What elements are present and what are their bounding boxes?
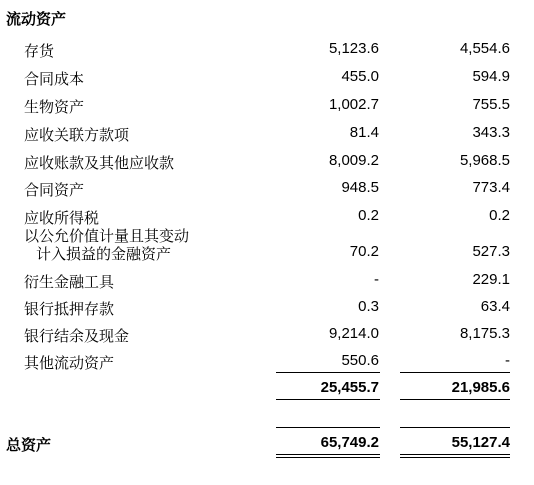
subtotal-bottom-rule xyxy=(276,399,380,400)
value-prior: 527.3 xyxy=(472,243,510,260)
value-current: 81.4 xyxy=(349,124,379,141)
row-label: 存货 xyxy=(24,43,55,60)
row-label: 合同成本 xyxy=(24,71,85,88)
table-row xyxy=(0,271,534,295)
value-current: 550.6 xyxy=(341,352,379,369)
total-double-rule xyxy=(400,454,510,455)
subtotal-prior: 21,985.6 xyxy=(451,379,510,396)
value-prior: 4,554.6 xyxy=(459,40,510,57)
row-label: 银行结余及现金 xyxy=(24,328,130,345)
row-label: 应收关联方款项 xyxy=(24,127,130,144)
row-label: 生物资产 xyxy=(24,99,85,116)
value-current: 5,123.6 xyxy=(328,40,379,57)
value-current: 455.0 xyxy=(341,68,379,85)
value-prior: 773.4 xyxy=(472,179,510,196)
value-prior: 8,175.3 xyxy=(459,325,510,342)
subtotal-top-rule xyxy=(400,372,510,373)
total-top-rule xyxy=(276,427,380,428)
row-label-line1: 以公允价值计量且其变动 xyxy=(24,228,190,245)
section-title: 流动资产 xyxy=(6,11,67,28)
table-row xyxy=(0,225,534,265)
value-current: 9,214.0 xyxy=(328,325,379,342)
total-prior: 55,127.4 xyxy=(451,434,510,451)
total-current: 65,749.2 xyxy=(320,434,379,451)
value-prior: 229.1 xyxy=(472,271,510,288)
row-label: 应收账款及其他应收款 xyxy=(24,155,175,172)
row-label: 银行抵押存款 xyxy=(24,301,115,318)
value-prior: 0.2 xyxy=(489,207,510,224)
value-current: 8,009.2 xyxy=(328,152,379,169)
total-double-rule xyxy=(276,457,380,458)
subtotal-bottom-rule xyxy=(400,399,510,400)
table-row xyxy=(0,96,534,120)
total-double-rule xyxy=(276,454,380,455)
value-prior: - xyxy=(505,352,510,369)
table-row xyxy=(0,179,534,203)
value-prior: 5,968.5 xyxy=(459,152,510,169)
table-row xyxy=(0,325,534,349)
total-double-rule xyxy=(400,457,510,458)
value-current: 1,002.7 xyxy=(328,96,379,113)
table-row xyxy=(0,298,534,322)
subtotal-current: 25,455.7 xyxy=(320,379,379,396)
total-top-rule xyxy=(400,427,510,428)
table-row xyxy=(0,68,534,92)
value-prior: 63.4 xyxy=(480,298,510,315)
row-label: 合同资产 xyxy=(24,182,85,199)
total-label: 总资产 xyxy=(6,437,52,454)
value-current: - xyxy=(374,271,379,288)
value-prior: 594.9 xyxy=(472,68,510,85)
row-label: 其他流动资产 xyxy=(24,355,115,372)
value-current: 0.2 xyxy=(358,207,379,224)
value-current: 70.2 xyxy=(349,243,379,260)
subtotal-top-rule xyxy=(276,372,380,373)
value-current: 0.3 xyxy=(358,298,379,315)
table-row xyxy=(0,152,534,176)
table-row xyxy=(0,40,534,64)
row-label: 应收所得税 xyxy=(24,210,100,227)
value-prior: 755.5 xyxy=(472,96,510,113)
value-current: 948.5 xyxy=(341,179,379,196)
row-label-line2: 计入损益的金融资产 xyxy=(36,246,172,263)
table-row xyxy=(0,124,534,148)
row-label: 衍生金融工具 xyxy=(24,274,115,291)
value-prior: 343.3 xyxy=(472,124,510,141)
